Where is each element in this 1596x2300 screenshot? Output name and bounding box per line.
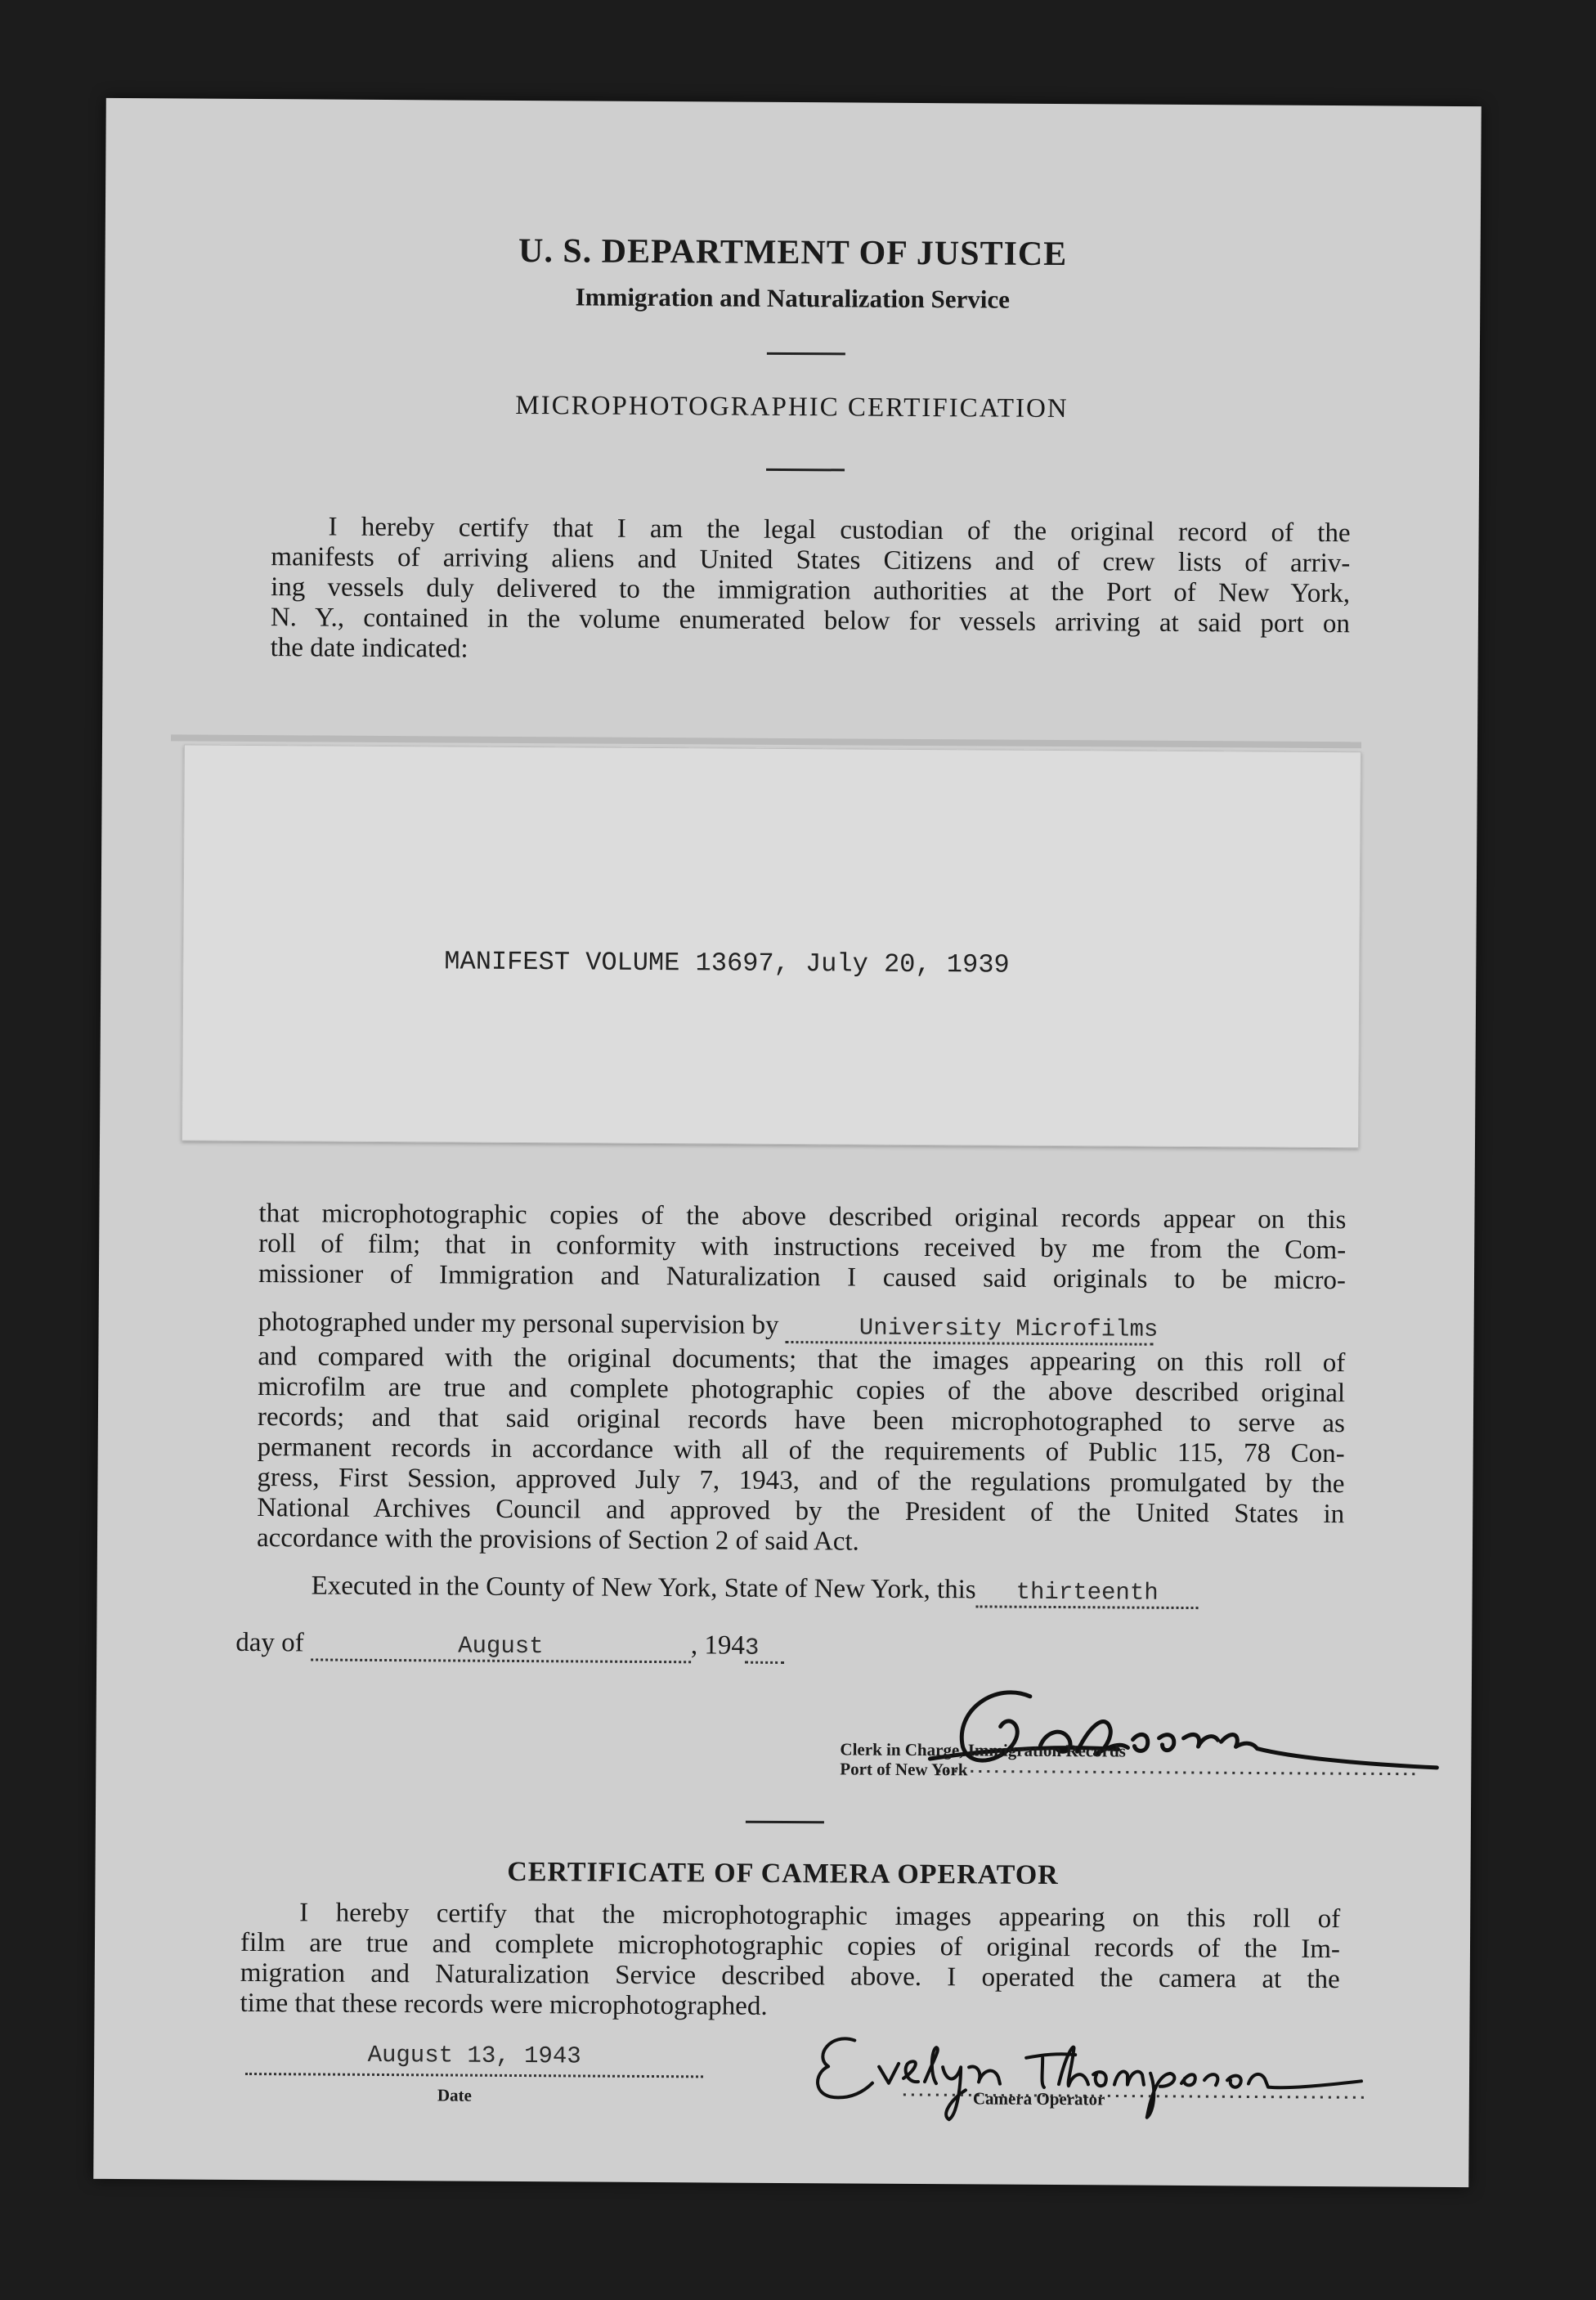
photographed-by-label: photographed under my personal supervision by — [258, 1307, 779, 1340]
camera-line: time that these records were microphotographed. — [240, 1988, 768, 2021]
body-line: records; and that said original records have been microphotographed to serve as — [257, 1402, 1346, 1439]
day-of-label: day of — [235, 1627, 304, 1658]
operator-date-field — [245, 2041, 703, 2070]
photographed-by-field — [786, 1311, 1159, 1346]
camera-operator-label: Camera Operator — [972, 2088, 1105, 2109]
certificate-page — [93, 98, 1482, 2187]
day-field — [976, 1575, 1199, 1609]
day-value: thirteenth — [1015, 1578, 1159, 1607]
date-line — [235, 1628, 784, 1664]
service-subtitle: Immigration and Naturalization Service — [575, 282, 1011, 314]
photographed-by-line — [258, 1307, 1159, 1346]
camera-line: migration and Naturalization Service described above. I operated the camera at the — [240, 1957, 1340, 1995]
intro-line: N. Y., contained in the volume enumerated below for vessels arriving at said port on — [270, 603, 1350, 639]
camera-line: I hereby certify that the microphotographic images appearing on this roll of — [299, 1898, 1341, 1935]
clerk-title: Clerk in Charge, Immigration Records — [840, 1739, 1126, 1761]
divider — [767, 352, 845, 356]
date-label: Date — [437, 2085, 472, 2105]
body-line: and compared with the original documents; that the images appearing on this roll of — [258, 1342, 1346, 1379]
body-line: gress, First Session, approved July 7, 1943, and of the regulations promulgated by the — [257, 1463, 1345, 1500]
intro-line: ing vessels duly delivered to the immigration authorities at the Port of New York, — [271, 572, 1351, 609]
executed-line — [312, 1571, 1199, 1609]
body-line: permanent records in accordance with all of the requirements of Public 115, 78 Con- — [257, 1432, 1345, 1469]
divider — [766, 469, 845, 472]
intro-paragraph — [271, 512, 1351, 670]
body-line: that microphotographic copies of the above described original records appear on this — [258, 1199, 1347, 1235]
camera-line: film are true and complete microphotographic copies of original records of the Im- — [240, 1927, 1341, 1965]
intro-line: I hereby certify that I am the legal custodian of the original record of the — [328, 512, 1351, 549]
volume-card — [182, 744, 1361, 1148]
department-title: U. S. DEPARTMENT OF JUSTICE — [518, 231, 1068, 274]
body-paragraph-continued — [257, 1342, 1346, 1560]
body-line: accordance with the provisions of Section 2 of said Act. — [256, 1523, 859, 1557]
intro-line: manifests of arriving aliens and United States Citizens and of crew lists of arriv- — [271, 542, 1351, 579]
certification-title: MICROPHOTOGRAPHIC CERTIFICATION — [515, 390, 1069, 424]
body-line: roll of film; that in conformity with instructions received by me from the Com- — [258, 1229, 1347, 1266]
year-digit: 3 — [744, 1634, 760, 1661]
year-prefix: , 194 — [690, 1630, 745, 1661]
photographed-by-value: University Microfilms — [859, 1314, 1159, 1343]
camera-operator-heading: CERTIFICATE OF CAMERA OPERATOR — [507, 1856, 1059, 1891]
month-value: August — [458, 1632, 544, 1661]
executed-label: Executed in the County of New York, State of New York, this — [311, 1571, 976, 1605]
operator-date-value: August 13, 1943 — [367, 2041, 581, 2070]
intro-line: the date indicated: — [270, 633, 468, 664]
divider — [746, 1821, 824, 1824]
clerk-signature — [832, 1648, 1454, 1807]
manifest-volume-text: MANIFEST VOLUME 13697, July 20, 1939 — [444, 946, 1010, 980]
body-line: microfilm are true and complete photographic copies of the above described original — [258, 1372, 1346, 1409]
body-line: missioner of Immigration and Naturalization I caused said originals to be micro- — [258, 1259, 1347, 1296]
camera-paragraph — [240, 1898, 1340, 2025]
year-field — [745, 1631, 784, 1664]
month-field — [311, 1628, 691, 1663]
date-dotted-line — [245, 2073, 703, 2078]
body-paragraph — [258, 1199, 1347, 1296]
clerk-port: Port of New York — [840, 1759, 968, 1780]
body-line: National Archives Council and approved by the President of the United States in — [257, 1493, 1345, 1530]
